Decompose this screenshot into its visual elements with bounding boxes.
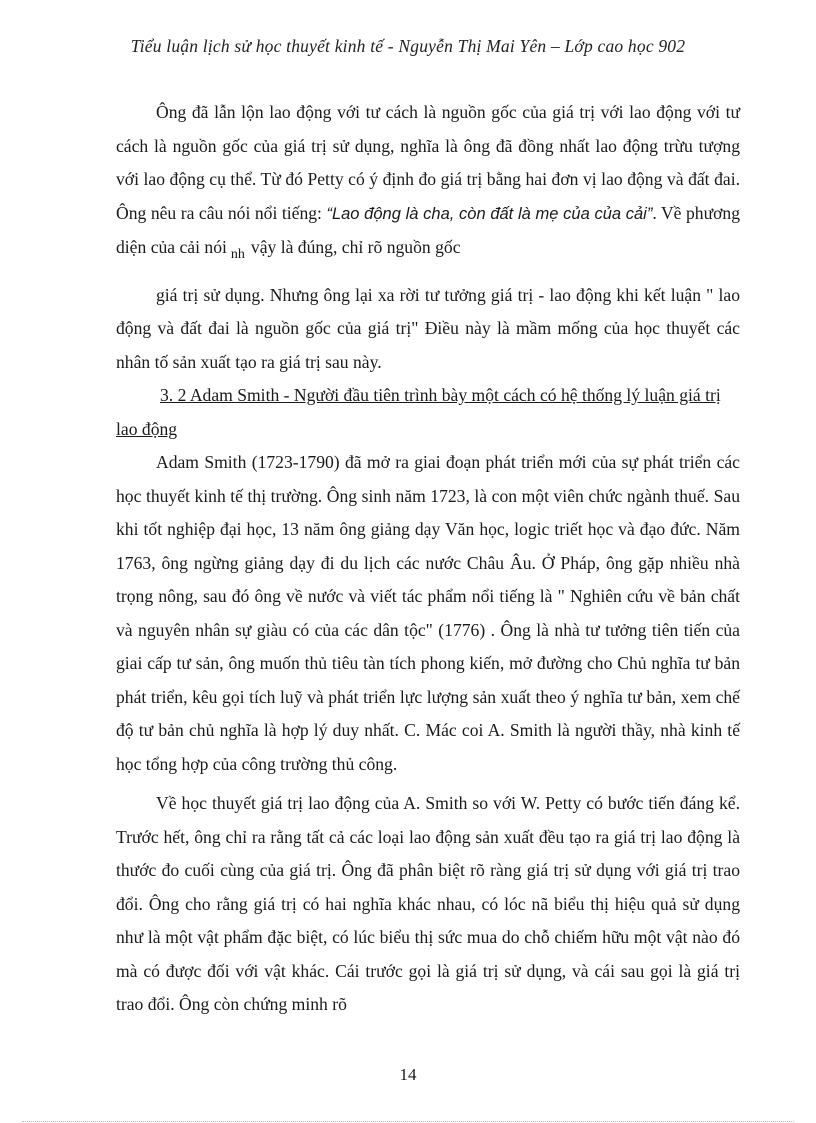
famous-quote: “Lao động là cha, còn đất là mẹ của của cải” (326, 204, 653, 223)
page-number: 14 (399, 1065, 417, 1084)
paragraph-smith-value-theory: Về học thuyết giá trị lao động của A. Smith so với W. Petty có bước tiến đáng kể. Trước hết, ông chỉ ra rằng tất cả các loại lao động sản xuất đều tạo ra giá trị lao động là thước đo cuối cùng của giá trị. Ông đã phân biệt rõ ràng giá trị sử dụng với giá trị trao đổi. Ông cho rằng giá trị có hai nghĩa khác nhau, có lóc nã biểu thị hiệu quả sử dụng như là một vật phẩm đặc biệt, có lúc biểu thị sức mua do chỗ chiếm hữu một vật nào đó mà có được đối với vật khác. Cái trước gọi là giá trị sử dụng, và cái sau gọi là giá trị trao đổi. Ông còn chứng minh rõ (116, 793, 740, 1014)
page-body (116, 96, 740, 1022)
subscript-fragment: nh (230, 247, 245, 262)
footer-divider (22, 1121, 794, 1122)
paragraph-petty-conclusion: giá trị sử dụng. Nhưng ông lại xa rời tư tưởng giá trị - lao động khi kết luận " lao động và đất đai là nguồn gốc của giá trị" Điều này là mầm mống của học thuyết các nhân tố sản xuất tạo ra giá trị sau này. (116, 284, 740, 372)
paragraph-adam-smith-bio: Adam Smith (1723-1790) đã mở ra giai đoạn phát triển mới của sự phát triển các học thuyết kinh tế thị trường. Ông sinh năm 1723, là con một viên chức ngành thuế. Sau khi tốt nghiệp đại học, 13 năm ông giảng dạy Văn học, logic triết học và đạo đức. Năm 1763, ông ngừng giảng dạy đi du lịch các nước Châu Âu. Ở Pháp, ông gặp nhiều nhà trọng nông, sau đó ông về nước và viết tác phẩm nổi tiếng là " Nghiên cứu về bản chất và nguyên nhân sự giàu có của các dân tộc" (1776) . Ông là nhà tư tưởng tiên tiến của giai cấp tư sản, ông muốn thủ tiêu tàn tích phong kiến, mở đường cho Chủ nghĩa tư bản phát triển, kêu gọi tích luỹ và phát triển lực lượng sản xuất theo ý nghĩa tư bản, xem chế độ tư bản chủ nghĩa là hợp lý duy nhất. C. Mác coi A. Smith là người thầy, nhà kinh tế học tổng hợp của công trường thủ công. (116, 452, 740, 774)
section-heading: 3. 2 Adam Smith - Người đầu tiên trình bày một cách có hệ thống lý luận giá trị lao động (116, 385, 721, 439)
paragraph-text: vậy là đúng, chỉ rõ nguồn gốc (250, 237, 461, 257)
paragraph-text: Ông đã lẫn lộn lao động với tư cách là nguồn gốc của giá trị với lao động với tư cách là nguồn gốc của giá trị sử dụng, nghĩa là ông đã đồng nhất lao động trừu tượng với lao động cụ thể. Từ đó Petty có ý định đo giá trị bằng hai đơn vị lao động và đất đai. Ông nêu ra câu nói nổi tiếng: (116, 102, 740, 223)
running-header: Tiểu luận lịch sử học thuyết kinh tế - Nguyễn Thị Mai Yên – Lớp cao học 902 (130, 36, 686, 56)
paragraph-text: . Về phương diện của cải nói (116, 202, 741, 257)
paragraph-petty-labor (116, 96, 740, 267)
